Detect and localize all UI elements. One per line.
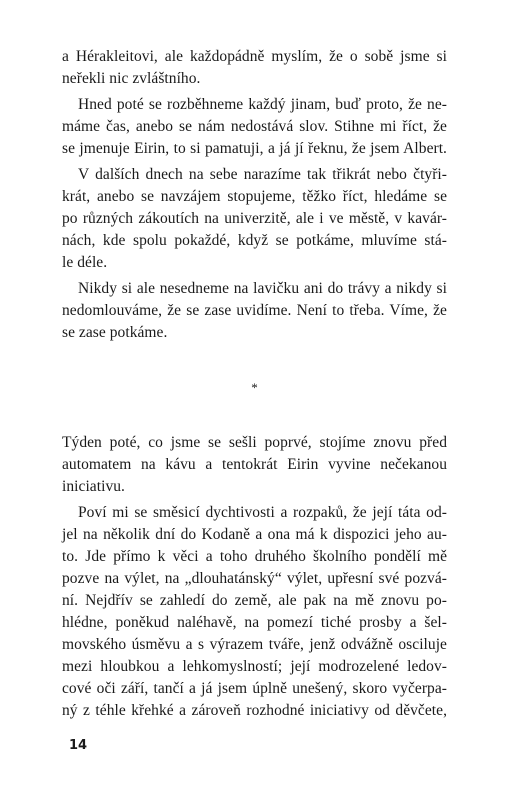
text-line: se zase potkáme. bbox=[62, 324, 168, 341]
text-line: automatem na kávu a tentokrát Eirin vyvine nečekanou bbox=[62, 456, 447, 473]
paragraph-6 bbox=[62, 502, 447, 722]
text-line: iniciativu. bbox=[62, 478, 125, 495]
text-line: Týden poté, co jsme se sešli poprvé, stojíme znovu před bbox=[62, 434, 447, 451]
text-line: pozve na výlet, na „dlouhatánský“ výlet, upřesní své pozvá- bbox=[62, 570, 447, 587]
text-line: to. Jde přímo k věci a toho druhého školního pondělí mě bbox=[62, 548, 447, 565]
text-line: cové oči září, tančí a já jsem úplně unešený, skoro vyčerpa- bbox=[62, 680, 447, 697]
text-line: a Hérakleitovi, ale každopádně myslím, že o sobě jsme si bbox=[62, 48, 447, 65]
paragraph-3 bbox=[62, 164, 447, 274]
book-page-body bbox=[62, 46, 447, 722]
text-line: jel na několik dní do Kodaně a ona má k dispozici jeho au- bbox=[62, 526, 447, 543]
text-line: hlédne, poněkud naléhavě, na pomezí tiché prosby a šel- bbox=[62, 614, 447, 631]
paragraph-5 bbox=[62, 432, 447, 498]
paragraph-4 bbox=[62, 278, 447, 344]
text-line: po různých zákoutích na univerzitě, ale i ve městě, v kavár- bbox=[62, 210, 447, 227]
paragraph-2 bbox=[62, 94, 447, 160]
page-number: 14 bbox=[69, 738, 88, 753]
text-line: ný z téhle křehké a zároveň rozhodné iniciativy od děvčete, bbox=[62, 702, 447, 719]
text-line: nedomlouváme, že se zase uvidíme. Není to třeba. Víme, že bbox=[62, 302, 447, 319]
text-line: mezi hloubkou a lehkomyslností; její modrozelené ledov- bbox=[62, 658, 447, 675]
text-line: Poví mi se směsicí dychtivosti a rozpaků, že její táta od- bbox=[78, 504, 447, 521]
text-line: nách, kde spolu pokaždé, když se potkáme, mluvíme stá- bbox=[62, 232, 447, 249]
text-line: le déle. bbox=[62, 254, 108, 271]
text-line: se jmenuje Eirin, to si pamatuji, a já jí řeknu, že jsem Albert. bbox=[62, 140, 447, 157]
text-line: máme čas, anebo se nám nedostává slov. Stihne mi říct, že bbox=[62, 118, 447, 135]
text-line: krát, anebo se navzájem stopujeme, těžko říct, hledáme se bbox=[62, 188, 447, 205]
text-line: ní. Nejdřív se zahledí do země, ale pak na mě znovu po- bbox=[62, 592, 447, 609]
text-line: movského úsměvu a s výrazem tváře, jenž odvážně osciluje bbox=[62, 636, 447, 653]
text-line: Nikdy si ale nesedneme na lavičku ani do trávy a nikdy si bbox=[78, 280, 447, 297]
section-separator: * bbox=[251, 380, 258, 395]
text-line: V dalších dnech na sebe narazíme tak třikrát nebo čtyři- bbox=[78, 166, 447, 183]
text-line: Hned poté se rozběhneme každý jinam, buď proto, že ne- bbox=[78, 96, 447, 113]
paragraph-1 bbox=[62, 46, 447, 90]
text-line: neřekli nic zvláštního. bbox=[62, 70, 201, 87]
